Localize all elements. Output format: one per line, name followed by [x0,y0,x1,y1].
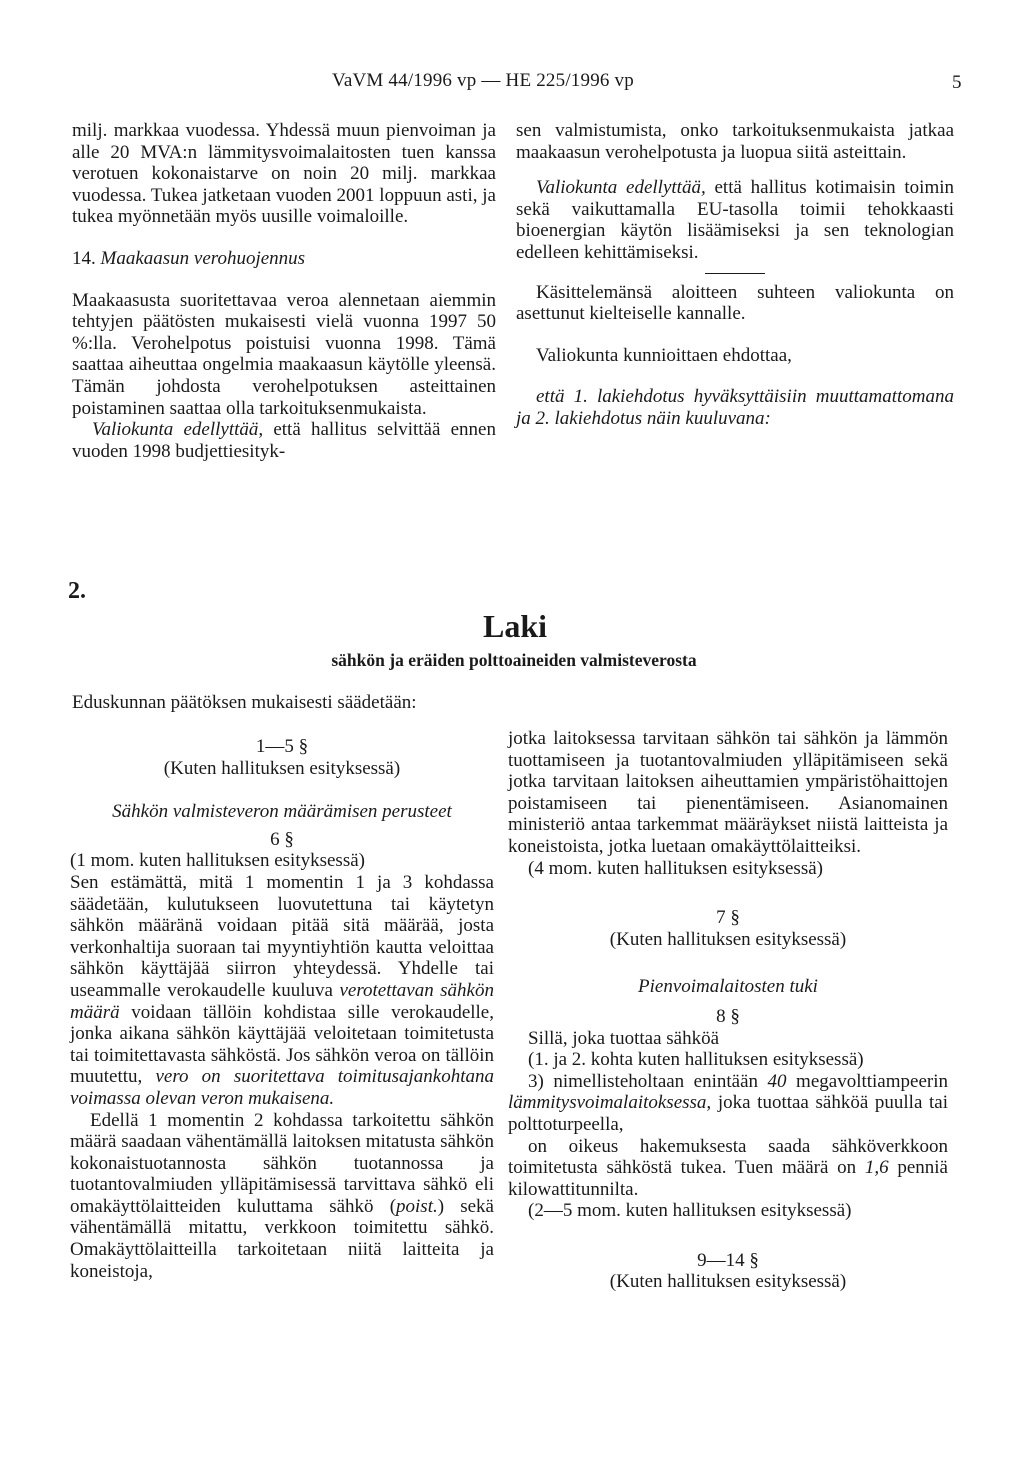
divider [705,273,765,274]
paragraph: (1. ja 2. kohta kuten hallituksen esityksessä) [528,1049,864,1071]
paragraph: (4 mom. kuten hallituksen esityksessä) [528,857,823,879]
paragraph: Käsittelemänsä aloitteen suhteen valiokunta on asettunut kielteiselle kannalle. [516,281,954,325]
paragraph: Valiokunta edellyttää, että hallitus selvittää ennen vuoden 1998 budjettiesityk- [72,419,496,462]
paragraph: sen valmistumista, onko tarkoituksenmukaista jatkaa maakaasun verohelpotusta ja luopua siitä asteittain. [516,120,954,163]
proposal-text: että 1. lakiehdotus hyväksyttäisiin muuttamattomana ja 2. lakiehdotus näin kuuluvana: [516,386,954,429]
proposal-number: 2. [68,578,86,604]
paragraph: Sen estämättä, mitä 1 momentin 1 ja 3 kohdassa säädetään, kulutukseen luovutettuna tai käytetyn sähkön määränä voidaan pitää sitä määrää, josta verkonhaltija suoraan tai myyntiyhtiön kautta veloittaa sähkön käyttäjää siirron yhteydessä. Yhdelle tai useammalle verokaudelle kuuluva verotettavan sähkön määrä voidaan tällöin kohdistaa sille verokaudelle, jonka aikana sähkön käyttäjää veloitetaan toimitetusta tai toimitettavasta sähköstä. Jos sähkön veroa on tällöin muutettu, vero on suoritettava toimitusajankohtana voimassa olevan veron mukaisena. [70,871,494,1109]
column-top-right [516,120,954,430]
paragraph: on oikeus hakemuksesta saada sähköverkkoon toimitetusta sähköstä tukea. Tuen määrä on 1,6 penniä kilowattitunnilta. [508,1135,948,1200]
paragraph: jotka laitoksessa tarvitaan sähkön tai sähkön ja lämmön tuottamiseen ja tuotantovalmiuden ylläpitämiseen sekä jotka tarvitaan laitoksen aiheuttamien ympäristöhaittojen poistamiseen tai pienentämiseen. Asianomainen ministeriö antaa tarkemmat määräykset niistä laitteista ja koneistoista, jotka luetaan omakäyttölaitteiksi. [508,728,948,857]
running-header: VaVM 44/1996 vp — HE 225/1996 vp [332,70,634,91]
section-heading-14: 14. Maakaasun verohuojennus [72,247,306,269]
section-heading: Sähkön valmisteveron määrämisen perusteet [112,801,452,823]
paragraph: (1 mom. kuten hallituksen esityksessä) [70,850,365,872]
column-bottom-right [508,728,948,1293]
section-number: 1—5 § [255,736,309,757]
section-heading: Pienvoimalaitosten tuki [638,976,818,998]
paragraph: Sillä, joka tuottaa sähköä [528,1027,720,1049]
section-number: 7 § [716,907,740,929]
paragraph: Valiokunta edellyttää, että hallitus kotimaisin toimin sekä vaikuttamalla EU-tasolla toimii tehokkaasti bioenergian käytön lisäämiseksi ja sen teknologian edelleen kehittämiseksi. [516,177,955,263]
section-reference: (Kuten hallituksen esityksessä) [163,757,401,779]
section-reference: (Kuten hallituksen esityksessä) [609,928,847,950]
law-title: Laki [482,608,548,644]
paragraph: (2—5 mom. kuten hallituksen esityksessä) [528,1200,852,1222]
enactment-clause: Eduskunnan päätöksen mukaisesti säädetään: [72,692,417,713]
law-subtitle: sähkön ja eräiden polttoaineiden valmisteverosta [331,650,697,670]
section-number: 6 § [270,828,294,850]
paragraph: Valiokunta kunnioittaen ehdottaa, [536,344,792,366]
paragraph: Edellä 1 momentin 2 kohdassa tarkoitettu sähkön määrä saadaan vähentämällä laitoksen mitatusta sähkön kokonaistuotannosta sähkön tuotannossa ja tuotantovalmiuden ylläpitämisessä tarvittava sähkö eli omakäyttölaitteiden kuluttama sähkö (poist.) sekä vähentämällä mitattu, verkkoon toimitettu sähkö. Omakäyttölaitteilla tarkoitetaan niitä laitteita ja koneistoja, [70,1109,494,1282]
paragraph: milj. markkaa vuodessa. Yhdessä muun pienvoiman ja alle 20 MVA:n lämmitysvoimalaitosten tuen kanssa verotuen kokonaistarve on noin 20 milj. markkaa vuodessa. Tukea jatketaan vuoden 2001 loppuun asti, ja tukea myönnetään myös uusille voimaloille. [72,120,496,228]
paragraph: Maakaasusta suoritettavaa veroa alennetaan aiemmin tehtyjen päätösten mukaisesti vielä vuonna 1997 50 %:lla. Verohelpotus poistuisi vuonna 1998. Tämä saattaa aiheuttaa ongelmia maakaasun käytölle yleensä. Tämän johdosta verohelpotuksen asteittainen poistaminen saattaa olla tarkoituksenmukaista. [72,289,496,419]
column-top-left [72,120,496,462]
page-number: 5 [952,72,962,93]
section-reference: (Kuten hallituksen esityksessä) [609,1271,847,1293]
section-number: 8 § [716,1005,740,1027]
section-number: 9—14 § [697,1249,759,1271]
column-bottom-left [70,728,494,1282]
paragraph: 3) nimellisteholtaan enintään 40 megavolttiampeerin lämmitysvoimalaitoksessa, joka tuottaa sähköä puulla tai polttoturpeella, [508,1070,948,1135]
